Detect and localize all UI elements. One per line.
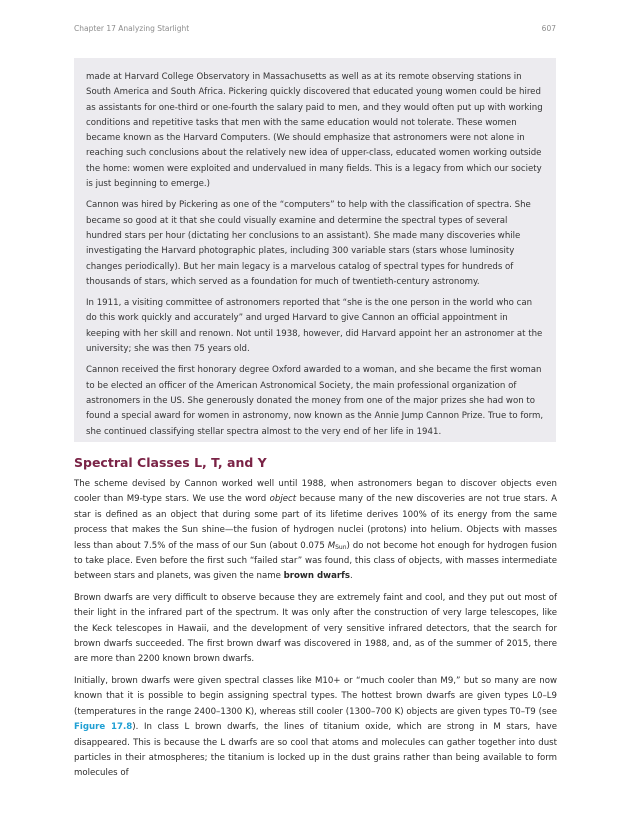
body-paragraph-2: Brown dwarfs are very difficult to observe because they are extremely faint and cool, and they put out most of their light in the infrared part of the spectrum. It was only after the construction of very large telescopes, like the Keck telescopes in Hawaii, and the development of very sensitive infrared detectors, that the search for brown dwarfs succeeded. The first brown dwarf was discovered in 1988, and, as of the summer of 2015, there are more than 2200 known brown dwarfs. [74, 592, 557, 665]
solar-mass-symbol: M [327, 540, 336, 551]
text-run: . [349, 571, 353, 582]
section-spectral-classes [74, 455, 557, 788]
feature-paragraph-1: made at Harvard College Observatory in Massachusetts as well as at its remote observing stations in South America and South Africa. Pickering quickly discovered that educated young women could be hired as assistants for one-third or one-fourth the salary paid to men, and they would often put up with working conditions and repetitive tasks that men with the same education would not tolerate. These women became known as the Harvard Computers. (We should emphasize that astronomers were not alone in reaching such conclusions about the relatively new idea of upper-class, educated women working outside the home: women were exploited and undervalued in many fields. This is a legacy from which our society is just beginning to emerge.) [86, 72, 543, 190]
chapter-title: Chapter 17 Analyzing Starlight [74, 24, 190, 33]
key-term-brown-dwarfs: brown dwarfs [283, 571, 350, 582]
emphasis-object: object [269, 494, 297, 505]
body-paragraph-3 [74, 674, 557, 782]
figure-link[interactable]: Figure 17.8 [74, 722, 133, 733]
text-run: because many of the new discoveries are not true stars. A star is defined as an object that during some part of its lifetime derives 100% of its energy from the same process that makes the Sun shine—the fusion of hydrogen nuclei (protons) into helium. Objects with masses less than about 7.5% of the mass of our Sun (about 0.075 [74, 494, 558, 551]
feature-paragraph-4: Cannon received the first honorary degree Oxford awarded to a woman, and she became the first woman to be elected an officer of the American Astronomical Society, the main professional organization of astronomers in the US. She generously donated the money from one of the major prizes she had won to found a special award for women in astronomy, now known as the Annie Jump Cannon Prize. True to form, she continued classifying stellar spectra almost to the very end of her life in 1941. [86, 365, 544, 437]
feature-paragraph-3: In 1911, a visiting committee of astronomers reported that “she is the one person in the world who can do this work quickly and accurately” and urged Harvard to give Cannon an official appointment in keeping with her skill and renown. Not until 1938, however, did Harvard appoint her an astronomer at the university; she was then 75 years old. [86, 298, 543, 355]
section-heading: Spectral Classes L, T, and Y [74, 455, 267, 470]
text-run: ) do not become hot enough for hydrogen fusion to take place. Even before the first such “failed star” was found, this class of objects, with masses intermediate between stars and planets, was given the name [74, 540, 557, 582]
feature-box [74, 58, 556, 442]
running-header [74, 24, 556, 33]
page-number: 607 [541, 24, 556, 33]
body-paragraph-1 [74, 477, 557, 585]
solar-mass-subscript: Sun [335, 543, 347, 551]
text-run: The scheme devised by Cannon worked well until 1988, when astronomers began to discover objects even cooler than M9-type stars. We use the word [74, 479, 557, 505]
text-run: ). In class L brown dwarfs, the lines of titanium oxide, which are strong in M stars, have disappeared. This is because the L dwarfs are so cool that atoms and molecules can gather together into dust particles in their atmospheres; the titanium is locked up in the dust grains rather than being available to form molecules of [74, 722, 557, 779]
text-run: Initially, brown dwarfs were given spectral classes like M10+ or “much cooler than M9,” but so many are now known that it is possible to begin assigning spectral types. The hottest brown dwarfs are given types L0–L9 (temperatures in the range 2400–1300 K), whereas still cooler (1300–700 K) objects are given types T0–T9 (see [74, 675, 557, 717]
feature-paragraph-2: Cannon was hired by Pickering as one of the “computers” to help with the classification of spectra. She became so good at it that she could visually examine and determine the spectral types of several hundred stars per hour (dictating her conclusions to an assistant). She made many discoveries while investigating the Harvard photographic plates, including 300 variable stars (stars whose luminosity changes periodically). But her main legacy is a marvelous catalog of spectral types for hundreds of thousands of stars, which served as a foundation for much of twentieth-century astronomy. [86, 200, 531, 287]
